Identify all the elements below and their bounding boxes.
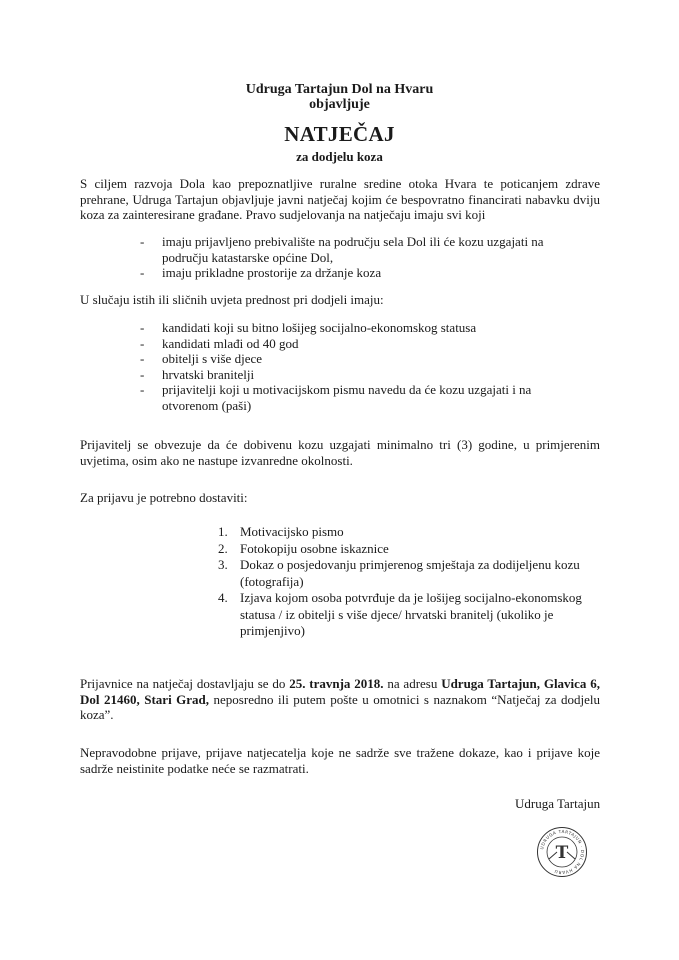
list-item-text: Motivacijsko pismo [240,524,344,539]
list-item-text: obitelji s više djece [162,351,263,366]
dash-bullet: - [140,366,145,382]
item-number: 3. [218,557,228,572]
stamp-letter: T [555,843,569,863]
dash-bullet: - [140,335,145,351]
organization-stamp-icon [536,826,588,878]
announces-line: objavljuje [309,97,370,112]
page-title: NATJEČAJ [284,122,395,146]
intro-paragraph: S ciljem razvoja Dola kao prepoznatljive ruralne sredine otoka Hvara te poticanjem zdrave prehrane, Udruga Tartajun objavljuje javni natječaj kojim će bespovratno financirati nabavku dviju koza za zainteresirane građane. Pravo sudjelovanja na natječaju imaju svi koji [80,176,600,222]
dash-bullet: - [140,351,145,366]
list-item [140,367,580,383]
dash-bullet: - [140,265,145,280]
eligibility-list [140,234,580,281]
list-item-text: imaju prikladne prostorije za držanje koza [162,265,382,280]
list-item [140,336,580,352]
organization-name: Udruga Tartajun Dol na Hvaru [245,82,434,97]
priority-intro: U slučaju istih ili sličnih uvjeta prednost pri dodjeli imaju: [80,292,384,307]
list-item-text: Izjava kojom osoba potvrđuje da je lošijeg socijalno-ekonomskog statusa / iz obitelji s više djece/ hrvatski branitelj (ukoliko je primjenjivo) [240,590,582,638]
submission-text: Prijavnice na natječaj dostavljaju se do [80,676,290,691]
signature-name: Udruga Tartajun [515,796,601,811]
page-subtitle: za dodjelu koza [296,149,383,164]
dash-bullet: - [140,234,145,249]
list-item-text: kandidati mlađi od 40 god [162,335,299,351]
list-item [140,265,580,281]
rejection-paragraph: Nepravodobne prijave, prijave natjecatelja koje ne sadrže sve tražene dokaze, kao i prijave koje sadrže neistinite podatke neće se razmatrati. [80,745,600,776]
submission-paragraph [80,676,600,723]
list-item [218,557,598,590]
list-item [218,590,598,640]
list-item-text: kandidati koji su bitno lošijeg socijalno-ekonomskog statusa [162,320,477,335]
documents-intro: Za prijavu je potrebno dostaviti: [80,490,248,505]
submission-text: neposredno ili putem pošte u omotnici s naznakom “Natječaj za dodjelu koza”. [80,691,600,722]
list-item-text: prijavitelji koji u motivacijskom pismu navedu da će kozu uzgajati i na otvorenom (paši) [162,382,532,413]
list-item [218,541,598,558]
item-number: 1. [218,524,228,539]
list-item-text: Fotokopiju osobne iskaznice [240,540,389,556]
list-item [218,524,598,541]
documents-list [218,524,598,640]
item-number: 2. [218,540,228,556]
list-item [140,382,580,413]
list-item-text: imaju prijavljeno prebivalište na području sela Dol ili će kozu uzgajati na području katastarske općine Dol, [162,234,544,265]
item-number: 4. [218,590,228,605]
stamp-text: UDRUGA TARTAJUN · DOL NA HVARU [539,828,586,876]
list-item-text: hrvatski branitelji [162,366,255,382]
dash-bullet: - [140,382,145,397]
submission-address: Udruga Tartajun, Glavica 6, Dol 21460, Stari Grad, [80,676,601,707]
deadline-date: 25. travnja 2018. [289,676,384,691]
list-item [140,234,580,265]
obligation-paragraph: Prijavitelj se obvezuje da će dobivenu kozu uzgajati minimalno tri (3) godine, u primjerenim uvjetima, osim ako ne nastupe izvanredne okolnosti. [80,437,600,468]
list-item [140,320,580,336]
list-item [140,351,580,367]
list-item-text: Dokaz o posjedovanju primjerenog smještaja za dodijeljenu kozu (fotografija) [240,557,580,589]
submission-text: na adresu [383,676,442,691]
priority-list [140,320,580,413]
dash-bullet: - [140,320,145,335]
